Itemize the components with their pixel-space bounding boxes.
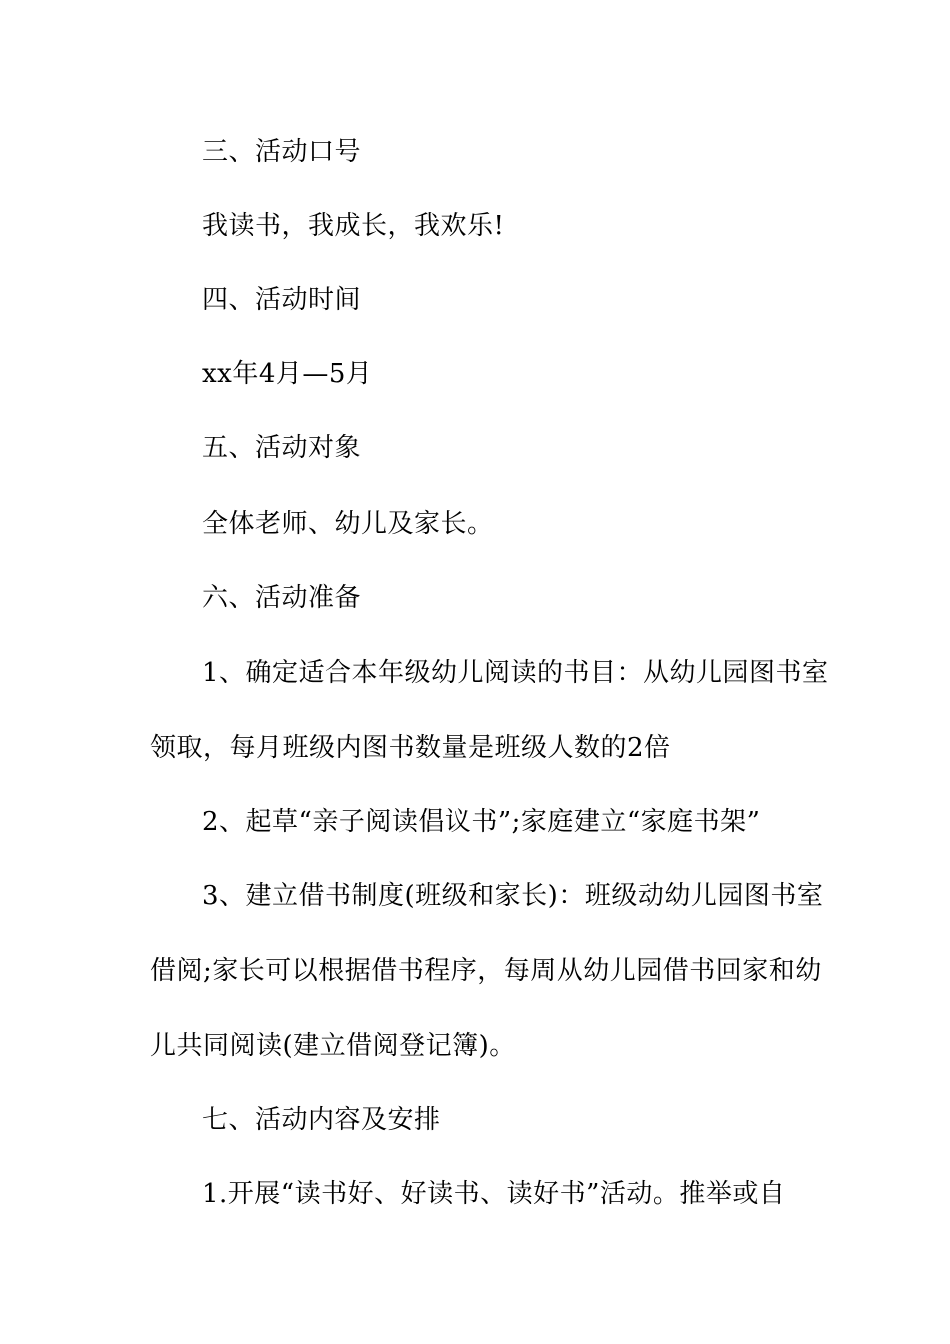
slogan-text: 我读书，我成长，我欢乐! bbox=[202, 211, 505, 241]
section-heading-audience: 五、活动对象 bbox=[202, 433, 362, 463]
section-heading-preparation: 六、活动准备 bbox=[202, 583, 362, 613]
preparation-item-1-line-2: 领取，每月班级内图书数量是班级人数的2倍 bbox=[150, 733, 671, 763]
section-heading-content: 七、活动内容及安排 bbox=[202, 1105, 441, 1135]
preparation-item-3-line-1: 3、建立借书制度(班级和家长)：班级动幼儿园图书室 bbox=[202, 881, 824, 911]
preparation-item-2: 2、起草“亲子阅读倡议书”;家庭建立“家庭书架” bbox=[202, 807, 761, 837]
preparation-item-1-line-1: 1、确定适合本年级幼儿阅读的书目：从幼儿园图书室 bbox=[202, 658, 829, 688]
preparation-item-3-line-2: 借阅;家长可以根据借书程序，每周从幼儿园借书回家和幼 bbox=[150, 956, 822, 986]
preparation-item-3-line-3: 儿共同阅读(建立借阅登记簿)。 bbox=[150, 1031, 516, 1061]
section-heading-slogan: 三、活动口号 bbox=[202, 137, 362, 167]
audience-text: 全体老师、幼儿及家长。 bbox=[202, 509, 494, 539]
content-item-1-line-1: 1.开展“读书好、好读书、读好书”活动。推举或自 bbox=[202, 1179, 786, 1209]
time-text: xx年4月—5月 bbox=[202, 359, 373, 389]
section-heading-time: 四、活动时间 bbox=[202, 285, 362, 315]
